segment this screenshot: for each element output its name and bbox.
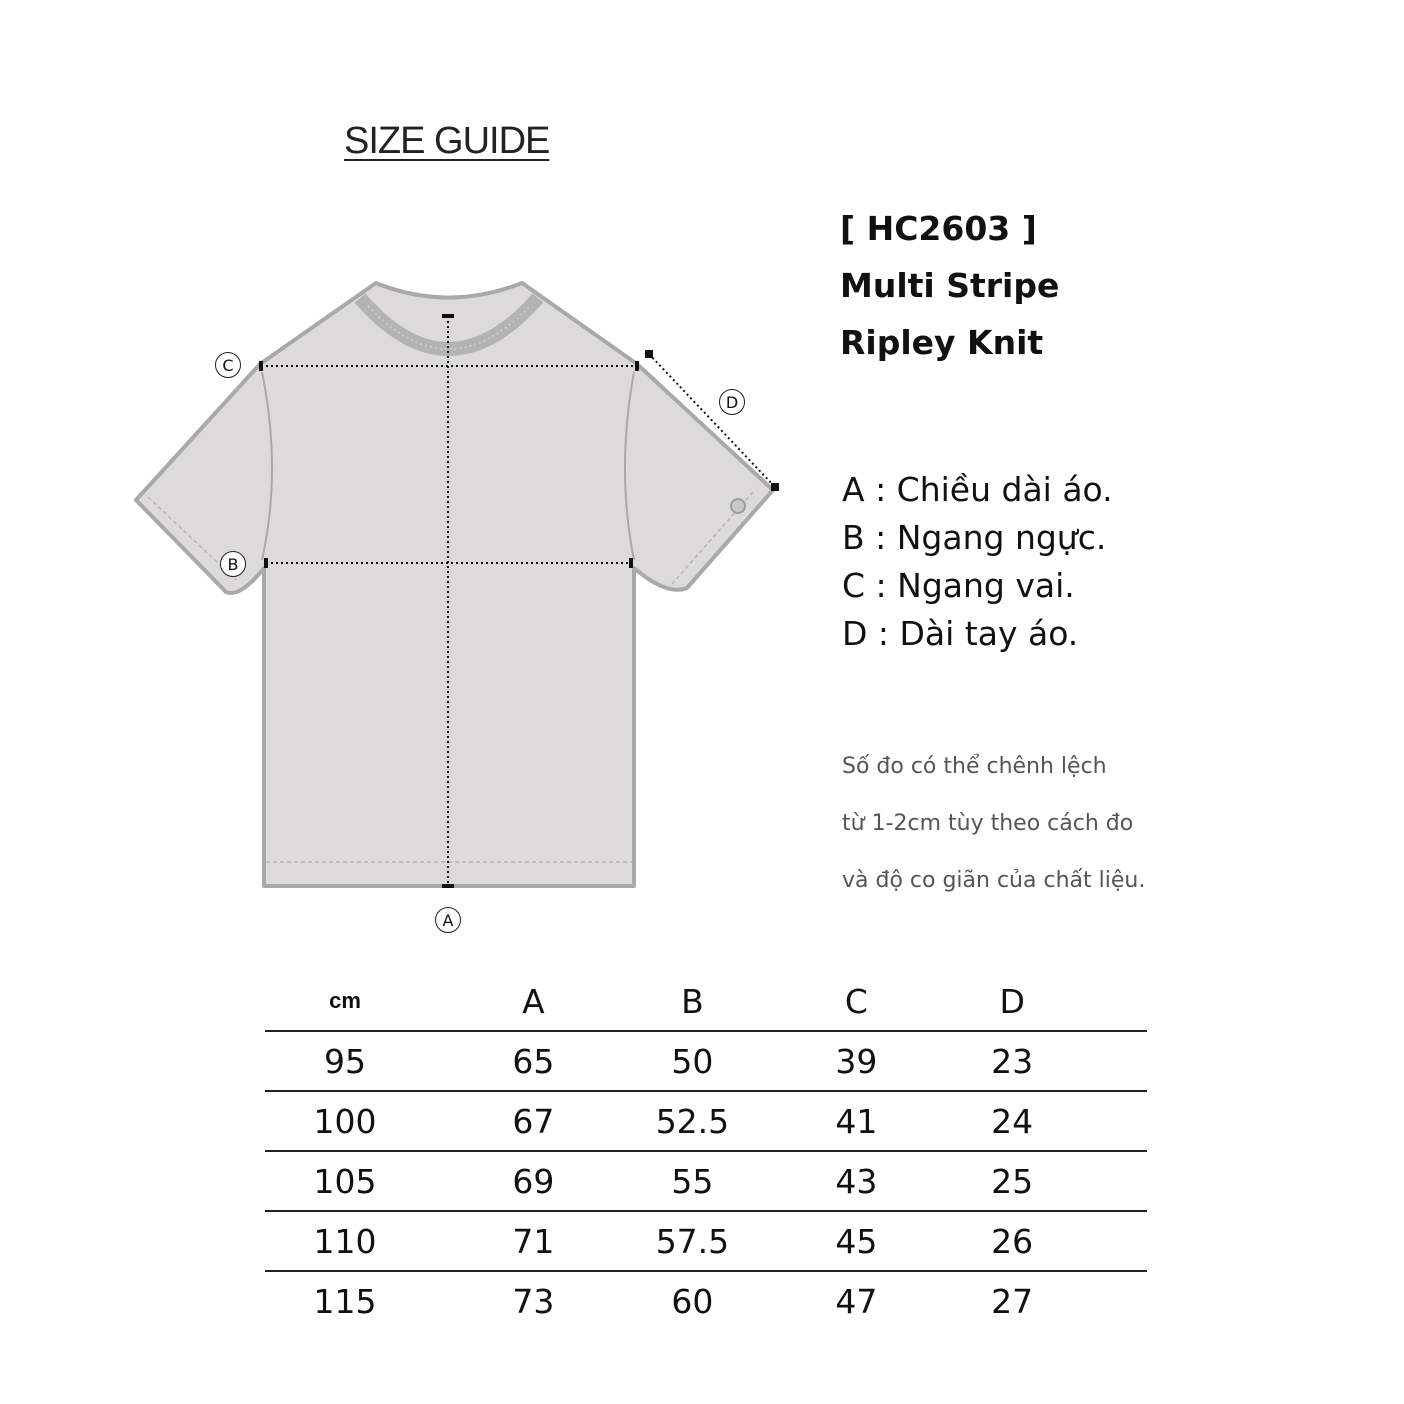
table-cell: 27 [991,1281,1034,1321]
header-d: D [970,972,1055,1031]
note-line: Số đo có thể chênh lệch [842,754,1107,779]
product-name-line1: Multi Stripe [840,266,1060,305]
table-spacer [1055,1211,1147,1271]
legend-item: C : Ngang vai. [842,566,1075,605]
product-name-line2: Ripley Knit [840,323,1044,362]
table-spacer [1055,1151,1147,1211]
size-table [265,972,1147,1330]
table-cell: 69 [425,1151,642,1211]
marker-b: B [220,551,246,577]
marker-d: D [719,389,745,415]
table-cell: 95 [265,1031,425,1091]
table-cell: 47 [835,1281,878,1321]
table-row [265,1211,1147,1271]
table-row [265,1031,1147,1091]
table-row [265,1091,1147,1151]
header-b: B [642,972,743,1031]
table-cell: 110 [265,1211,425,1271]
table-cell: 41 [743,1091,969,1151]
legend-item: A : Chiều dài áo. [842,470,1113,509]
header-c: C [743,972,969,1031]
table-cell: 39 [743,1031,969,1091]
table-cell: 26 [970,1211,1055,1271]
table-cell: 105 [265,1151,425,1211]
table-cell: 55 [642,1151,743,1211]
table-cell: 57.5 [642,1211,743,1271]
table-cell: 50 [642,1031,743,1091]
table-spacer [1055,1271,1147,1330]
product-info [840,200,1059,371]
table-cell: 52.5 [642,1091,743,1151]
table-spacer [1055,1031,1147,1091]
table-row [265,1271,1147,1330]
table-cell: 60 [671,1281,714,1321]
note-line: từ 1-2cm tùy theo cách đo [842,811,1134,836]
note-line: và độ co giãn của chất liệu. [842,868,1146,893]
table-cell: 67 [425,1091,642,1151]
tshirt-diagram [0,0,800,940]
table-cell: 65 [425,1031,642,1091]
table-cell: 45 [743,1211,969,1271]
table-cell: 24 [970,1091,1055,1151]
marker-c: C [215,352,241,378]
table-cell: 23 [970,1031,1055,1091]
table-cell: 73 [512,1281,555,1321]
table-header-row [265,972,1147,1031]
table-cell: 100 [265,1091,425,1151]
marker-a: A [435,907,461,933]
table-row [265,1151,1147,1211]
header-a: A [425,972,642,1031]
header-unit: cm [265,972,425,1031]
table-cell: 115 [313,1281,377,1321]
tolerance-note [842,738,1145,909]
table-cell: 71 [425,1211,642,1271]
measurement-legend [842,466,1113,658]
product-code: [ HC2603 ] [840,209,1037,248]
table-cell: 25 [970,1151,1055,1211]
table-cell: 43 [743,1151,969,1211]
table-spacer [1055,1091,1147,1151]
header-spacer [1055,972,1147,1031]
legend-item: D : Dài tay áo. [842,614,1079,653]
legend-item: B : Ngang ngực. [842,518,1107,557]
page-title: SIZE GUIDE [344,120,550,162]
sleeve-tag [731,499,745,513]
